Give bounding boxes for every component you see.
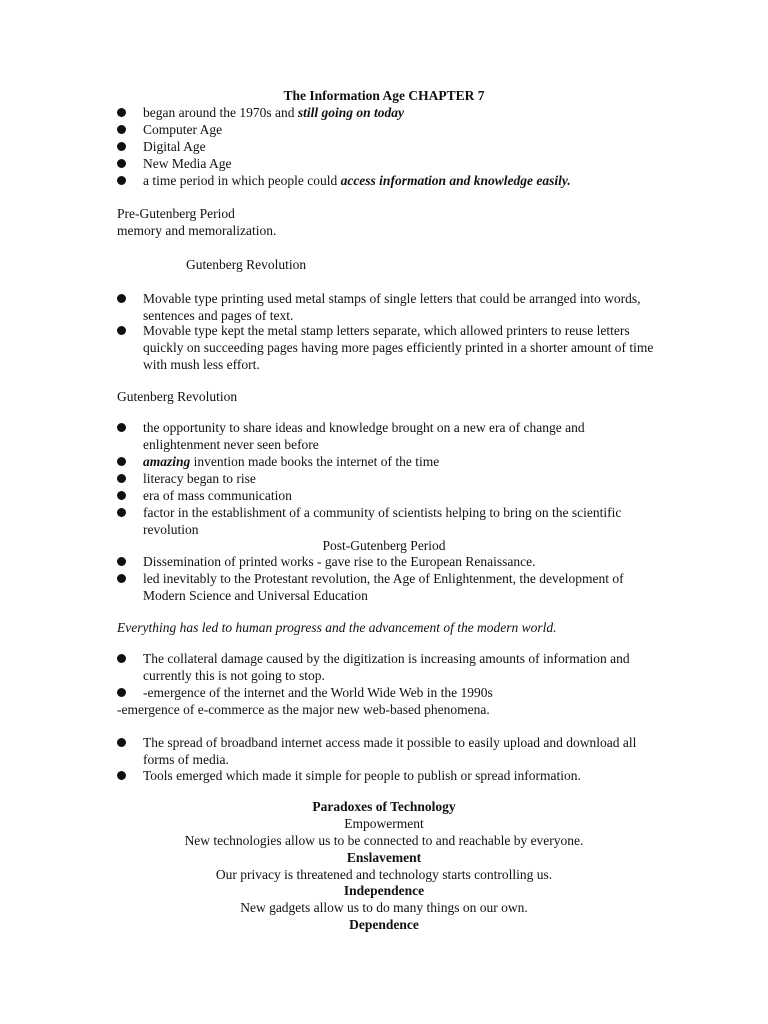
bullet-icon	[117, 176, 126, 185]
bullet-icon	[117, 688, 126, 697]
paradox-description: Our privacy is threatened and technology starts controlling us.	[215, 867, 553, 882]
list-item: literacy began to rise	[143, 471, 256, 486]
list-item-emphasis: access information and knowledge easily.	[340, 173, 571, 188]
list-item-emphasis: amazing	[143, 454, 191, 469]
bullet-icon	[117, 771, 126, 780]
list-item-text: a time period in which people could	[143, 173, 341, 188]
bullet-icon	[117, 125, 126, 134]
list-item	[143, 172, 663, 189]
progress-statement: Everything has led to human progress and the advancement of the modern world.	[117, 620, 557, 635]
list-item-text: invention made books the internet of the time	[190, 454, 440, 469]
list-item	[143, 453, 663, 470]
section-heading-paradoxes: Paradoxes of Technology	[312, 799, 456, 814]
bullet-icon	[117, 326, 126, 335]
bullet-icon	[117, 294, 126, 303]
bullet-icon	[117, 738, 126, 747]
bullet-icon	[117, 457, 126, 466]
bullet-icon	[117, 108, 126, 117]
list-item: era of mass communication	[143, 488, 292, 503]
bullet-icon	[117, 159, 126, 168]
bullet-icon	[117, 142, 126, 151]
list-item: The spread of broadband internet access made it possible to easily upload and download all forms of media.	[143, 735, 637, 767]
list-item: Tools emerged which made it simple for people to publish or spread information.	[143, 768, 581, 783]
bullet-icon	[117, 491, 126, 500]
bullet-icon	[117, 557, 126, 566]
list-item: The collateral damage caused by the digitization is increasing amounts of information and currently this is not going to stop.	[143, 651, 630, 683]
paradox-description: New gadgets allow us to do many things on our own.	[240, 900, 528, 915]
list-item-emphasis: still going on today	[297, 105, 404, 120]
list-item-text: began around the 1970s and	[143, 105, 298, 120]
section-heading-post-gutenberg: Post-Gutenberg Period	[322, 538, 446, 553]
paradox-term: Independence	[343, 883, 425, 898]
list-item: -emergence of the internet and the World Wide Web in the 1990s	[143, 685, 493, 700]
paradox-term: Enslavement	[346, 850, 422, 865]
bullet-icon	[117, 423, 126, 432]
section-text: -emergence of e-commerce as the major new web-based phenomena.	[117, 702, 490, 717]
bullet-icon	[117, 474, 126, 483]
paradox-term: Empowerment	[344, 816, 424, 831]
section-heading-pre-gutenberg: Pre-Gutenberg Period	[117, 206, 235, 221]
list-item: led inevitably to the Protestant revolution, the Age of Enlightenment, the development of Modern Science and Universal Education	[143, 571, 624, 603]
list-item: factor in the establishment of a community of scientists helping to bring on the scientific revolution	[143, 505, 622, 537]
paradox-term: Dependence	[349, 917, 419, 932]
list-item	[143, 104, 663, 121]
list-item: Dissemination of printed works - gave rise to the European Renaissance.	[143, 554, 536, 569]
section-heading-gutenberg-revolution: Gutenberg Revolution	[117, 389, 238, 404]
bullet-icon	[117, 574, 126, 583]
list-item: Digital Age	[143, 139, 206, 154]
list-item: Movable type kept the metal stamp letters separate, which allowed printers to reuse letters quickly on succeeding pages having more pages efficiently printed in a shorter amount of time with mush less effort.	[143, 323, 654, 372]
list-item: Computer Age	[143, 122, 223, 137]
section-text: memory and memoralization.	[117, 223, 277, 238]
section-heading-gutenberg-revolution: Gutenberg Revolution	[186, 257, 307, 272]
bullet-icon	[117, 654, 126, 663]
paradox-description: New technologies allow us to be connected to and reachable by everyone.	[184, 833, 584, 848]
list-item: Movable type printing used metal stamps of single letters that could be arranged into words, sentences and pages of text.	[143, 291, 641, 323]
page-title: The Information Age CHAPTER 7	[283, 88, 485, 103]
list-item: New Media Age	[143, 156, 232, 171]
bullet-icon	[117, 508, 126, 517]
list-item: the opportunity to share ideas and knowledge brought on a new era of change and enlightenment never seen before	[143, 420, 585, 452]
